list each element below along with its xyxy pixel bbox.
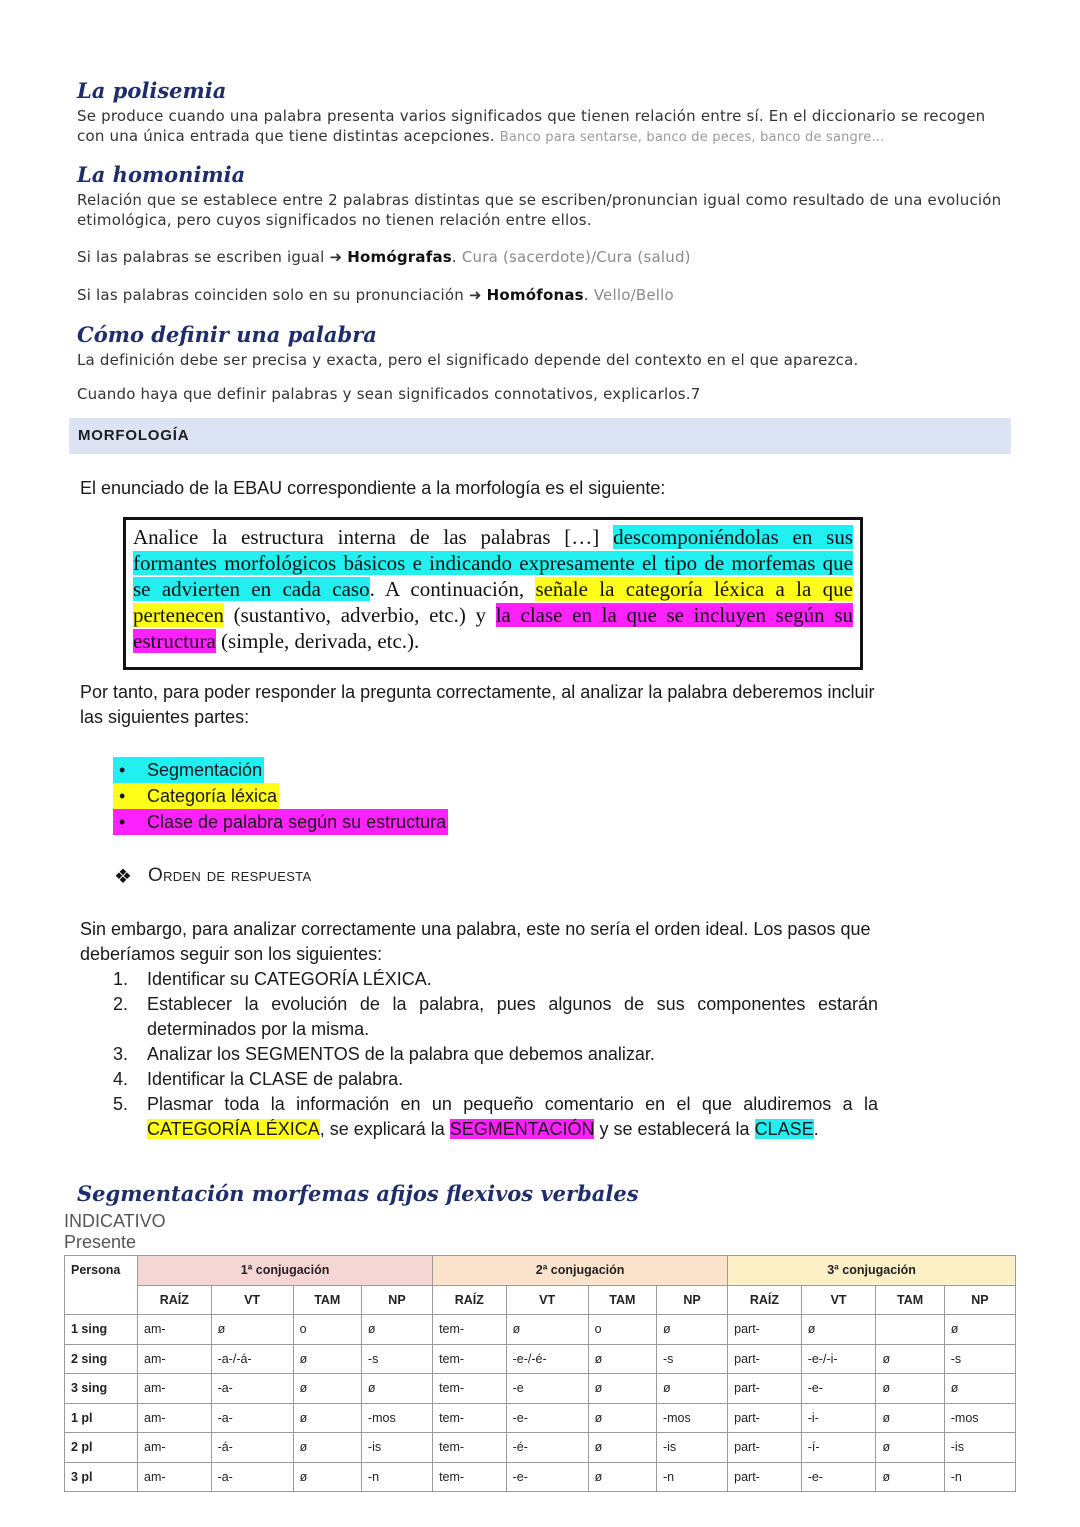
orden-title: Orden de respuesta <box>148 865 312 886</box>
column-header: NP <box>656 1285 727 1315</box>
quote-part-c: . A continuación, <box>369 577 536 601</box>
table-cell: -n <box>944 1462 1015 1492</box>
table-cell: part- <box>728 1462 802 1492</box>
table-cell: -a- <box>211 1374 293 1404</box>
parts-list <box>113 757 448 835</box>
table-cell: -e-/-é- <box>506 1344 588 1374</box>
definir-p2: Cuando haya que definir palabras y sean significados connotativos, explicarlos.7 <box>77 385 701 403</box>
table-cell: -í- <box>801 1433 876 1463</box>
table-cell: part- <box>728 1403 802 1433</box>
table-cell: ø <box>588 1462 656 1492</box>
table-cell: -is <box>944 1433 1015 1463</box>
conj2-header: 2ª conjugación <box>433 1256 728 1286</box>
table-cell: ø <box>944 1315 1015 1345</box>
table-cell: ø <box>876 1403 944 1433</box>
subheader-row <box>65 1285 1016 1315</box>
table-cell: -e- <box>506 1403 588 1433</box>
quote-highlight-segmentation: descomponiéndolas en sus formantes morfológicos básicos e indicando expresamente el tipo de morfemas que se advierten en cada caso <box>133 525 853 601</box>
column-header: VT <box>211 1285 293 1315</box>
table-row <box>65 1403 1016 1433</box>
table-cell: -is <box>656 1433 727 1463</box>
table-cell: ø <box>656 1315 727 1345</box>
definir-title: Cómo definir una palabra <box>77 322 377 347</box>
bullet-icon: • <box>119 760 126 780</box>
table-cell: ø <box>293 1403 361 1433</box>
column-header: RAÍZ <box>728 1285 802 1315</box>
table-cell: tem- <box>433 1403 507 1433</box>
table-cell: -a- <box>211 1403 293 1433</box>
polisemia-body <box>77 106 1007 148</box>
conjugation-table <box>64 1255 1016 1492</box>
ebau-quote-box <box>123 517 863 670</box>
table-cell: ø <box>876 1462 944 1492</box>
column-header: VT <box>801 1285 876 1315</box>
table-cell: -e- <box>506 1462 588 1492</box>
table-cell: ø <box>506 1315 588 1345</box>
list-item: • Segmentación <box>113 757 448 783</box>
list-item: 1. Identificar su CATEGORÍA LÉXICA. <box>113 969 432 989</box>
quote-part-g: (simple, derivada, etc.). <box>215 629 420 653</box>
column-header: RAÍZ <box>138 1285 212 1315</box>
morfologia-band <box>69 418 1011 454</box>
persona-cell: 3 sing <box>65 1374 138 1404</box>
table-cell: ø <box>876 1374 944 1404</box>
por-tanto-paragraph: Por tanto, para poder responder la pregunta correctamente, al analizar la palabra deberemos incluir las siguientes partes: <box>80 682 875 727</box>
table-cell: part- <box>728 1344 802 1374</box>
table-cell: ø <box>293 1462 361 1492</box>
table-cell: -e-/-i- <box>801 1344 876 1374</box>
quote-highlight-category: señale la categoría léxica a la que pertenecen <box>133 577 853 627</box>
table-cell: ø <box>944 1374 1015 1404</box>
table-row <box>65 1315 1016 1345</box>
column-header: RAÍZ <box>433 1285 507 1315</box>
quote-part-a: Analice la estructura interna de las palabras […] <box>133 525 614 549</box>
tense-label: Presente <box>64 1232 137 1252</box>
step5-highlight-class: CLASE <box>754 1119 814 1139</box>
table-cell: am- <box>138 1344 212 1374</box>
definir-p1: La definición debe ser precisa y exacta, pero el significado depende del contexto en el que aparezca. <box>77 351 859 369</box>
table-row <box>65 1344 1016 1374</box>
table-cell: ø <box>293 1433 361 1463</box>
step5-highlight-segmentation: SEGMENTACIÓN <box>449 1119 595 1139</box>
table-cell: am- <box>138 1433 212 1463</box>
table-cell: part- <box>728 1433 802 1463</box>
table-cell: -n <box>361 1462 432 1492</box>
table-body <box>65 1315 1016 1492</box>
table-cell: ø <box>588 1374 656 1404</box>
table-cell: am- <box>138 1403 212 1433</box>
polisemia-example: Banco para sentarse, banco de peces, banco de sangre... <box>499 130 885 145</box>
table-row <box>65 1433 1016 1463</box>
bullet-icon: • <box>119 812 126 832</box>
table-cell: tem- <box>433 1433 507 1463</box>
table-cell: -s <box>361 1344 432 1374</box>
table-cell: am- <box>138 1315 212 1345</box>
table-cell: -mos <box>944 1403 1015 1433</box>
table-cell: tem- <box>433 1374 507 1404</box>
table-cell: ø <box>876 1344 944 1374</box>
table-cell: tem- <box>433 1315 507 1345</box>
list-item: 2. Establecer la evolución de la palabra, pues algunos de sus componentes estarán determinados por la misma. <box>113 994 878 1039</box>
homografas-term: Homógrafas <box>347 248 452 266</box>
table-cell: part- <box>728 1315 802 1345</box>
persona-cell: 2 sing <box>65 1344 138 1374</box>
table-cell: -a-/-á- <box>211 1344 293 1374</box>
list-item: • Clase de palabra según su estructura <box>113 809 448 835</box>
table-cell: am- <box>138 1462 212 1492</box>
table-cell: -s <box>944 1344 1015 1374</box>
table-cell: -e- <box>801 1374 876 1404</box>
morfologia-heading: MORFOLOGÍA <box>78 427 190 444</box>
homofonas-term: Homófonas <box>486 286 584 304</box>
orden-heading <box>114 864 311 888</box>
table-cell: ø <box>361 1374 432 1404</box>
table-cell: ø <box>293 1344 361 1374</box>
polisemia-title: La polisemia <box>77 78 227 103</box>
table-cell: o <box>293 1315 361 1345</box>
column-header: TAM <box>588 1285 656 1315</box>
table-cell: -is <box>361 1433 432 1463</box>
table-cell: part- <box>728 1374 802 1404</box>
list-item: 3. Analizar los SEGMENTOS de la palabra que debemos analizar. <box>113 1044 655 1064</box>
diamond-bullet-icon: ❖ <box>114 864 132 888</box>
persona-header: Persona <box>65 1256 138 1315</box>
sin-embargo-paragraph: Sin embargo, para analizar correctamente una palabra, este no sería el orden ideal. Los pasos que deberíamos seguir son los siguientes: <box>80 919 871 964</box>
list-item: 4. Identificar la CLASE de palabra. <box>113 1069 404 1089</box>
table-cell: ø <box>588 1344 656 1374</box>
table-cell: ø <box>588 1433 656 1463</box>
table-cell: -a- <box>211 1462 293 1492</box>
table-cell: -n <box>656 1462 727 1492</box>
table-cell <box>876 1315 944 1345</box>
polisemia-text: Se produce cuando una palabra presenta varios significados que tienen relación entre sí. En el diccionario se recogen con una única entrada que tiene distintas acepciones. <box>77 107 986 145</box>
list-item: 5. Plasmar toda la información en un pequeño comentario en el que aludiremos a la CATEGORÍA LÉXICA, se explicará la SEGMENTACIÓN y se establecerá la CLASE. <box>113 1094 878 1139</box>
persona-cell: 1 sing <box>65 1315 138 1345</box>
table-cell: ø <box>656 1374 727 1404</box>
column-header: NP <box>944 1285 1015 1315</box>
table-cell: am- <box>138 1374 212 1404</box>
homofonas-example: Vello/Bello <box>593 286 674 304</box>
table-cell: tem- <box>433 1344 507 1374</box>
table-cell: -i- <box>801 1403 876 1433</box>
table-cell: tem- <box>433 1462 507 1492</box>
table-cell: -é- <box>506 1433 588 1463</box>
step5-highlight-category: CATEGORÍA LÉXICA <box>147 1119 320 1139</box>
table-cell: ø <box>211 1315 293 1345</box>
table-row <box>65 1374 1016 1404</box>
homografas-line: Si las palabras se escriben igual ➜ Homógrafas. Cura (sacerdote)/Cura (salud) <box>77 248 691 266</box>
list-item: • Categoría léxica <box>113 783 448 809</box>
steps-list <box>113 967 878 1142</box>
segmentacion-title: Segmentación morfemas afijos flexivos verbales <box>77 1181 639 1206</box>
table-cell: ø <box>293 1374 361 1404</box>
column-header: TAM <box>293 1285 361 1315</box>
conj1-header: 1ª conjugación <box>138 1256 433 1286</box>
table-cell: -s <box>656 1344 727 1374</box>
table-cell: ø <box>361 1315 432 1345</box>
quote-part-e: (sustantivo, adverbio, etc.) y <box>223 603 496 627</box>
homografas-example: Cura (sacerdote)/Cura (salud) <box>461 248 691 266</box>
homofonas-text: Si las palabras coinciden solo en su pronunciación ➜ <box>77 286 487 304</box>
conj3-header: 3ª conjugación <box>728 1256 1016 1286</box>
quote-highlight-class: la clase en la que se incluyen según su estructura <box>133 603 854 653</box>
table-row <box>65 1462 1016 1492</box>
table-cell: o <box>588 1315 656 1345</box>
table-cell: -e <box>506 1374 588 1404</box>
homofonas-line: Si las palabras coinciden solo en su pronunciación ➜ Homófonas. Vello/Bello <box>77 286 674 304</box>
morfologia-intro: El enunciado de la EBAU correspondiente a la morfología es el siguiente: <box>80 478 666 498</box>
persona-cell: 2 pl <box>65 1433 138 1463</box>
column-header: NP <box>361 1285 432 1315</box>
mood-label: INDICATIVO <box>64 1211 166 1231</box>
table-cell: -á- <box>211 1433 293 1463</box>
table-cell: -mos <box>361 1403 432 1433</box>
table-cell: ø <box>801 1315 876 1345</box>
table-cell: ø <box>876 1433 944 1463</box>
bullet-icon: • <box>119 786 126 806</box>
table-cell: -mos <box>656 1403 727 1433</box>
homografas-text: Si las palabras se escriben igual ➜ <box>77 248 348 266</box>
persona-cell: 1 pl <box>65 1403 138 1433</box>
table-cell: ø <box>588 1403 656 1433</box>
column-header: TAM <box>876 1285 944 1315</box>
homonimia-title: La homonimia <box>77 162 246 187</box>
table-cell: -e- <box>801 1462 876 1492</box>
column-header: VT <box>506 1285 588 1315</box>
homonimia-body: Relación que se establece entre 2 palabras distintas que se escriben/pronuncian igual como resultado de una evolución etimológica, pero cuyos significados no tienen relación entre ellos. <box>77 191 1002 229</box>
persona-cell: 3 pl <box>65 1462 138 1492</box>
